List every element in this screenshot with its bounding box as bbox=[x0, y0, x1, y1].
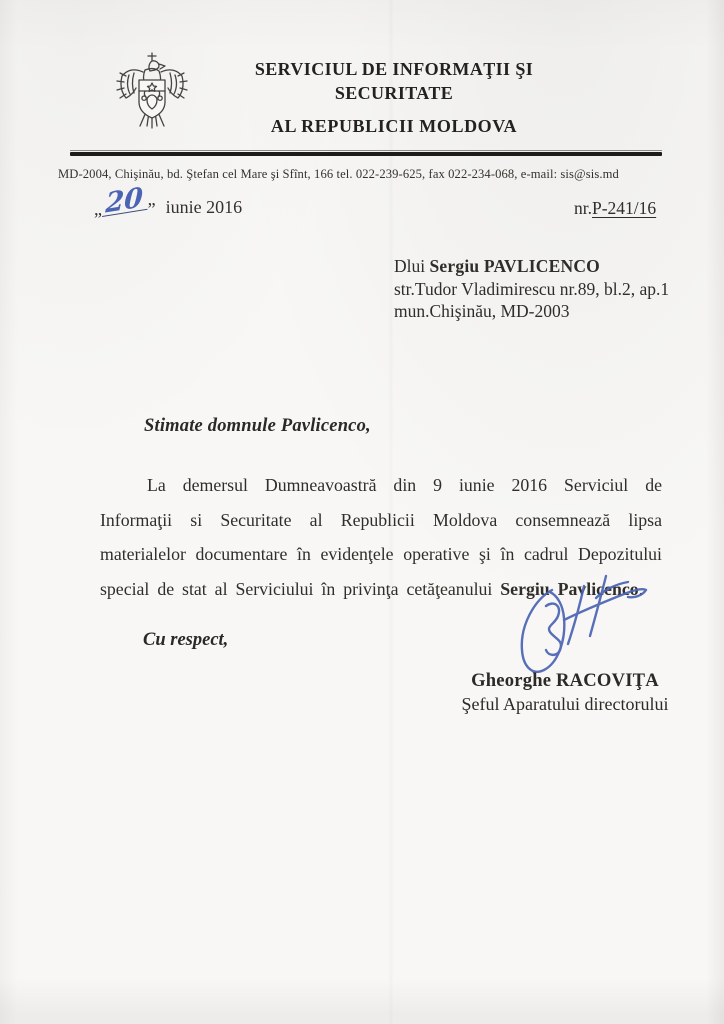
date-line bbox=[94, 182, 243, 220]
salutation: Stimate domnule Pavlicenco, bbox=[144, 416, 371, 436]
reference-number bbox=[574, 198, 656, 219]
recipient-name: Sergiu PAVLICENCO bbox=[429, 256, 600, 276]
reference-number-value: P-241/16 bbox=[592, 198, 657, 218]
signature-block bbox=[440, 669, 690, 716]
recipient-street: str.Tudor Vladimirescu nr.89, bl.2, ap.1 bbox=[394, 278, 670, 299]
date-close-quote: ” bbox=[147, 199, 156, 219]
date-month-year: iunie 2016 bbox=[165, 197, 243, 217]
org-name-line1: SERVICIUL DE INFORMAŢII ŞI SECURITATE bbox=[254, 59, 534, 103]
handwritten-day: 20 bbox=[102, 186, 148, 217]
recipient-honorific: Dlui bbox=[394, 256, 430, 276]
org-name-line2: AL REPUBLICII MOLDOVA bbox=[270, 116, 518, 136]
body-text-end: . bbox=[638, 578, 644, 599]
letterhead-contact-line: MD-2004, Chişinău, bd. Ştefan cel Mare şi Sfînt, 166 tel. 022-239-625, fax 022-234-068, e-mail: sis@sis.md bbox=[58, 167, 619, 181]
recipient-line1 bbox=[394, 255, 669, 278]
signer-name: Gheorghe RACOVIŢA bbox=[471, 670, 659, 691]
divider-thin-line bbox=[70, 150, 662, 151]
date-open-quote: „ bbox=[94, 199, 102, 219]
reference-number-prefix: nr. bbox=[574, 198, 592, 218]
letterhead-divider bbox=[70, 150, 662, 157]
divider-thick-line bbox=[70, 152, 662, 156]
recipient-city: mun.Chişinău, MD-2003 bbox=[394, 301, 570, 321]
moldova-coat-of-arms-icon bbox=[108, 50, 190, 140]
recipient-address-block bbox=[394, 255, 669, 323]
body-subject-name: Sergiu Pavlicenco bbox=[500, 578, 639, 599]
body-text: La demersul Dumneavoastră din 9 iunie 2016 Serviciul de Informaţii si Securitate al Republicii Moldova consemnează lipsa materialelor documentare în evidenţele operative şi în cadrul Depozitului special de stat al Serviciului în privinţa cetăţeanului bbox=[100, 475, 662, 599]
closing-salutation: Cu respect, bbox=[143, 630, 229, 650]
letterhead-org-name bbox=[196, 57, 592, 138]
signer-title: Şeful Aparatului directorului bbox=[461, 694, 669, 714]
